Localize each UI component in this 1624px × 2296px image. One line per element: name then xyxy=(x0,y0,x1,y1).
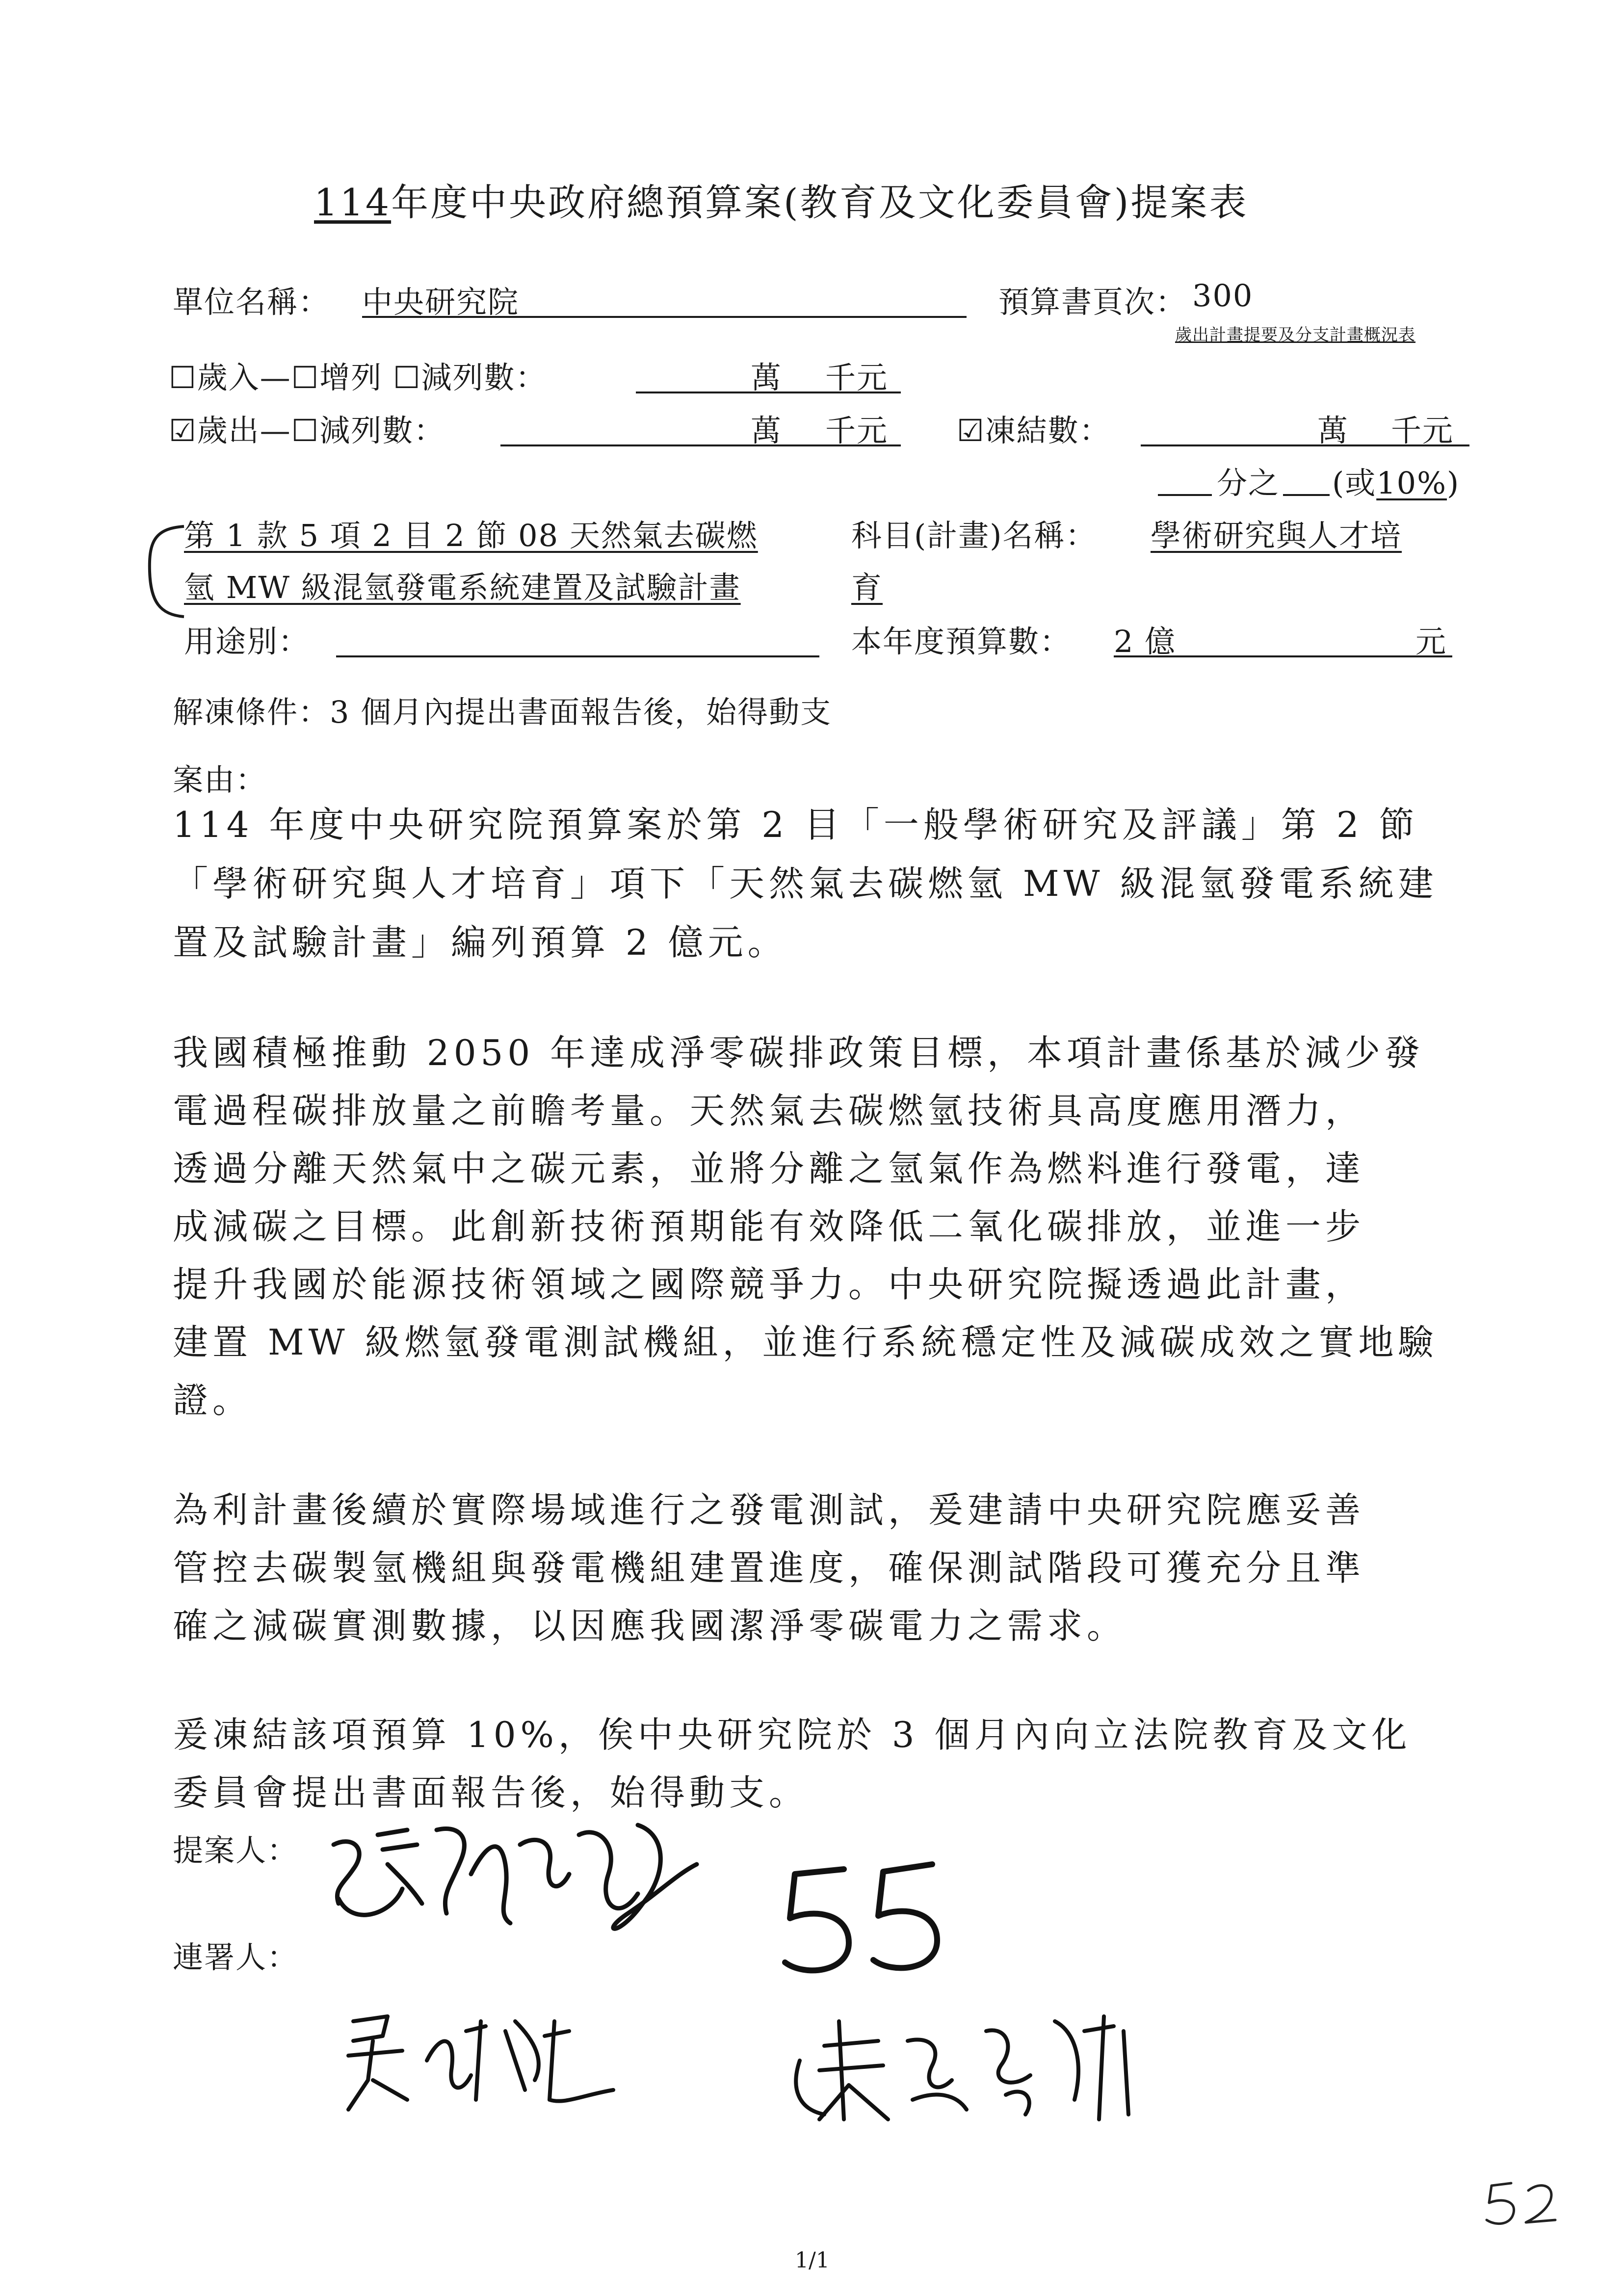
percent-group xyxy=(1332,459,1460,502)
subject-line-2: 育 xyxy=(851,570,883,605)
checkbox-decrease[interactable]: ☐ xyxy=(393,360,421,395)
paragraph-line: 「學術研究與人才培育」項下「天然氣去碳燃氫 MW 級混氫發電系統建 xyxy=(173,863,1438,904)
unit-value: 中央研究院 xyxy=(362,284,520,320)
percent-open: (或 xyxy=(1332,465,1377,501)
paragraph-line: 為利計畫後續於實際場域進行之發電測試，爰建請中央研究院應妥善 xyxy=(173,1489,1365,1531)
paragraph-line: 委員會提出書面報告後，始得動支。 xyxy=(173,1772,809,1813)
paragraph-line: 爰凍結該項預算 10%，俟中央研究院於 3 個月內向立法院教育及文化 xyxy=(173,1714,1412,1755)
checkbox-expense[interactable]: ☑ xyxy=(169,413,197,448)
revenue-unit-qian: 千元 xyxy=(825,360,889,395)
title-text: 年度中央政府總預算案(教育及文化委員會)提案表 xyxy=(391,181,1249,224)
handwritten-number xyxy=(775,1854,952,1984)
item-line-2: 氫 MW 級混氫發電系統建置及試驗計畫 xyxy=(184,570,741,605)
fraction-denominator-field[interactable] xyxy=(1283,459,1330,496)
page-title xyxy=(314,173,1248,226)
revenue-label: 歲入— xyxy=(197,360,291,395)
revenue-unit-wan: 萬 xyxy=(751,360,783,395)
unit-field xyxy=(362,278,967,318)
subject-line-1: 學術研究與人才培 xyxy=(1151,518,1402,553)
cosigner-signature-2 xyxy=(780,2002,1153,2141)
fraction-numerator-field[interactable] xyxy=(1158,459,1212,496)
expense-unit-qian: 千元 xyxy=(825,413,889,448)
checkbox-freeze[interactable]: ☑ xyxy=(957,413,985,448)
checkbox-expense-decrease[interactable]: ☐ xyxy=(291,413,320,448)
budget-field[interactable] xyxy=(1114,617,1452,657)
unit-label: 單位名稱： xyxy=(173,284,330,320)
decrease-label: 減列數： xyxy=(421,360,547,395)
proposer-signature xyxy=(324,1815,716,1964)
paragraph-line: 透過分離天然氣中之碳元素，並將分離之氫氣作為燃料進行發電，達 xyxy=(173,1148,1365,1189)
cosigner-label: 連署人： xyxy=(173,1939,299,1975)
reason-label: 案由： xyxy=(173,762,267,798)
expense-row xyxy=(169,406,445,450)
expense-decrease-label: 減列數： xyxy=(319,413,445,448)
corner-mark xyxy=(1482,2173,1560,2234)
revenue-row xyxy=(169,353,547,397)
proposer-label: 提案人： xyxy=(173,1832,299,1868)
unfreeze-condition: 解凍條件：3 個月內提出書面報告後，始得動支 xyxy=(173,694,832,730)
budget-label: 本年度預算數： xyxy=(851,624,1072,659)
usage-field[interactable] xyxy=(336,617,819,657)
usage-label: 用途別： xyxy=(184,624,310,659)
paragraph-line: 置及試驗計畫」編列預算 2 億元。 xyxy=(173,922,787,963)
budget-value: 2 億 xyxy=(1114,624,1177,659)
freeze-unit-wan: 萬 xyxy=(1317,413,1349,448)
cosigner-signature-1 xyxy=(339,2002,643,2131)
brace-mark xyxy=(145,522,189,621)
checkbox-revenue[interactable]: ☐ xyxy=(169,360,197,395)
budget-unit: 元 xyxy=(1415,624,1447,659)
budget-page-value: 300 xyxy=(1192,278,1254,313)
paragraph-line: 我國積極推動 2050 年達成淨零碳排政策目標，本項計畫係基於減少發 xyxy=(173,1032,1425,1073)
paragraph-line: 管控去碳製氫機組與發電機組建置進度，確保測試階段可獲充分且準 xyxy=(173,1547,1365,1589)
checkbox-increase[interactable]: ☐ xyxy=(291,360,320,395)
paragraph-line: 電過程碳排放量之前瞻考量。天然氣去碳燃氫技術具高度應用潛力， xyxy=(173,1090,1365,1131)
paragraph-line: 提升我國於能源技術領域之國際競爭力。中央研究院擬透過此計畫， xyxy=(173,1264,1365,1305)
title-year: 114 xyxy=(314,181,392,224)
paragraph-line: 114 年度中央研究院預算案於第 2 目「一般學術研究及評議」第 2 節 xyxy=(173,804,1419,845)
paragraph-line: 建置 MW 級燃氫發電測試機組，並進行系統穩定性及減碳成效之實地驗 xyxy=(173,1322,1438,1363)
percent-close: ) xyxy=(1447,465,1460,501)
freeze-group xyxy=(957,406,1111,450)
page-number: 1/1 xyxy=(795,2248,830,2273)
expense-label: 歲出— xyxy=(197,413,291,448)
paragraph-line: 證。 xyxy=(173,1380,253,1421)
percent-value: 10% xyxy=(1376,465,1447,501)
fraction-label: 分之 xyxy=(1217,465,1280,501)
item-line-1: 第 1 款 5 項 2 目 2 節 08 天然氣去碳燃 xyxy=(184,518,758,553)
paragraph-line: 成減碳之目標。此創新技術預期能有效降低二氧化碳排放，並進一步 xyxy=(173,1206,1365,1247)
freeze-label: 凍結數： xyxy=(985,413,1111,448)
paragraph-line: 確之減碳實測數據，以因應我國潔淨零碳電力之需求。 xyxy=(173,1605,1127,1646)
expense-unit-wan: 萬 xyxy=(751,413,783,448)
freeze-unit-qian: 千元 xyxy=(1391,413,1454,448)
increase-label: 增列 xyxy=(319,360,383,395)
budget-page-label: 預算書頁次： xyxy=(998,284,1187,320)
budget-page-note: 歲出計畫提要及分支計畫概況表 xyxy=(1175,325,1415,345)
subject-label: 科目(計畫)名稱： xyxy=(851,518,1097,553)
